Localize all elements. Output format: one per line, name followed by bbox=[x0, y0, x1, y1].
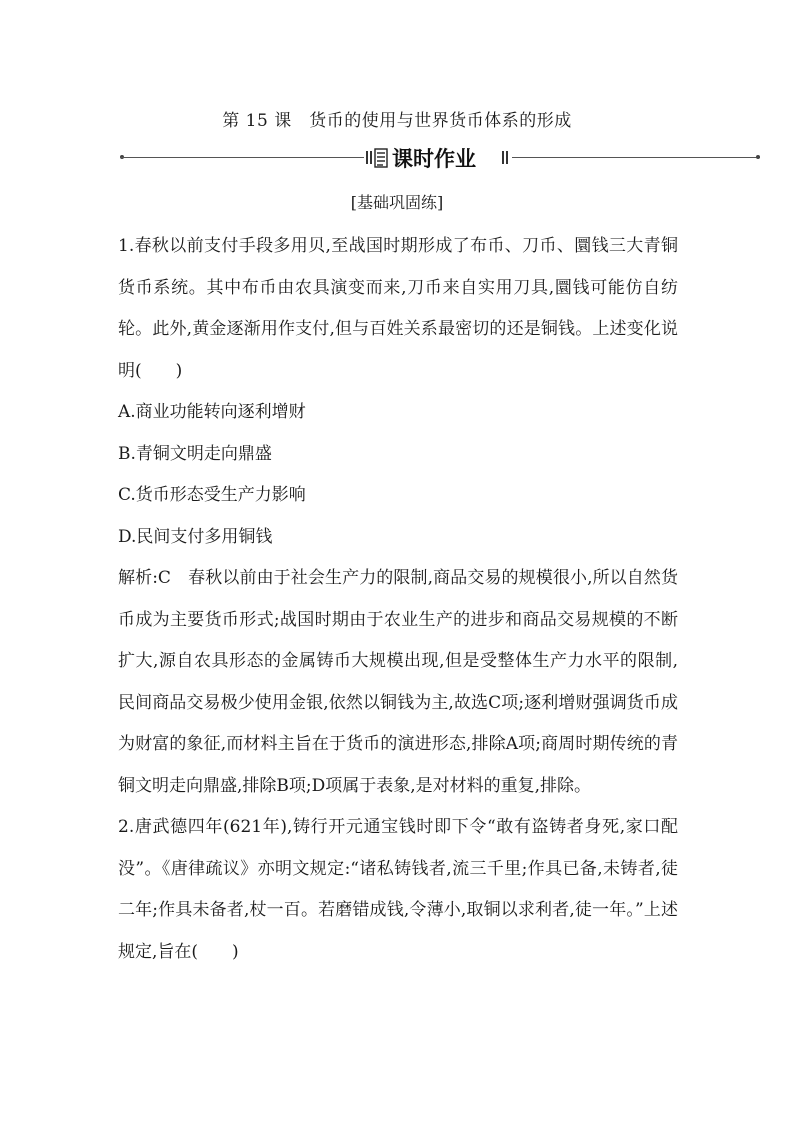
notebook-icon bbox=[374, 148, 388, 168]
question-1-option-c: C.货币形态受生产力影响 bbox=[118, 485, 306, 505]
banner-dot-right bbox=[756, 155, 760, 159]
question-2-stem: 2.唐武德四年(621年),铸行开元通宝钱时即下令“敢有盗铸者身死,家口配没”。《唐律疏议》亦明文规定:“诸私铸钱者,流三千里;作具已备,未铸者,徒二年;作具未备者,杖一百。若磨错成钱,令薄小,取铜以求利者,徒一年。”上述规定,旨在( ) bbox=[118, 817, 678, 962]
banner-bar-right-2 bbox=[506, 151, 508, 164]
question-1-option-a: A.商业功能转向逐利增财 bbox=[118, 402, 306, 422]
homework-banner bbox=[120, 143, 760, 173]
banner-bar-right bbox=[502, 151, 504, 164]
banner-bar-left bbox=[366, 151, 368, 164]
banner-rule-left bbox=[120, 157, 364, 158]
questions-content bbox=[118, 226, 678, 973]
banner-label: 课时作业 bbox=[392, 147, 476, 171]
question-1-analysis: 解析:C 春秋以前由于社会生产力的限制,商品交易的规模很小,所以自然货币成为主要货币形式;战国时期由于农业生产的进步和商品交易规模的不断扩大,源自农具形态的金属铸币大规模出现,但是受整体生产力水平的限制,民间商品交易极少使用金银,依然以铜钱为主,故选C项;逐利增财强调货币成为财富的象征,而材料主旨在于货币的演进形态,排除A项;商周时期传统的青铜文明走向鼎盛,排除B项;D项属于表象,是对材料的重复,排除。 bbox=[118, 568, 678, 796]
question-1-option-d: D.民间支付多用铜钱 bbox=[118, 526, 273, 547]
question-1-stem: 1.春秋以前支付手段多用贝,至战国时期形成了布币、刀币、圜钱三大青铜货币系统。其中布币由农具演变而来,刀币来自实用刀具,圜钱可能仿自纺轮。此外,黄金逐渐用作支付,但与百姓关系最密切的还是铜钱。上述变化说明( ) bbox=[118, 236, 678, 381]
lesson-title: 第 15 课 货币的使用与世界货币体系的形成 bbox=[222, 111, 572, 131]
banner-rule-right bbox=[512, 157, 760, 158]
section-title: [基础巩固练] bbox=[350, 193, 444, 212]
banner-bar-left-2 bbox=[370, 151, 372, 164]
banner-label-wrap bbox=[374, 143, 476, 173]
question-1-option-b: B.青铜文明走向鼎盛 bbox=[118, 443, 272, 464]
